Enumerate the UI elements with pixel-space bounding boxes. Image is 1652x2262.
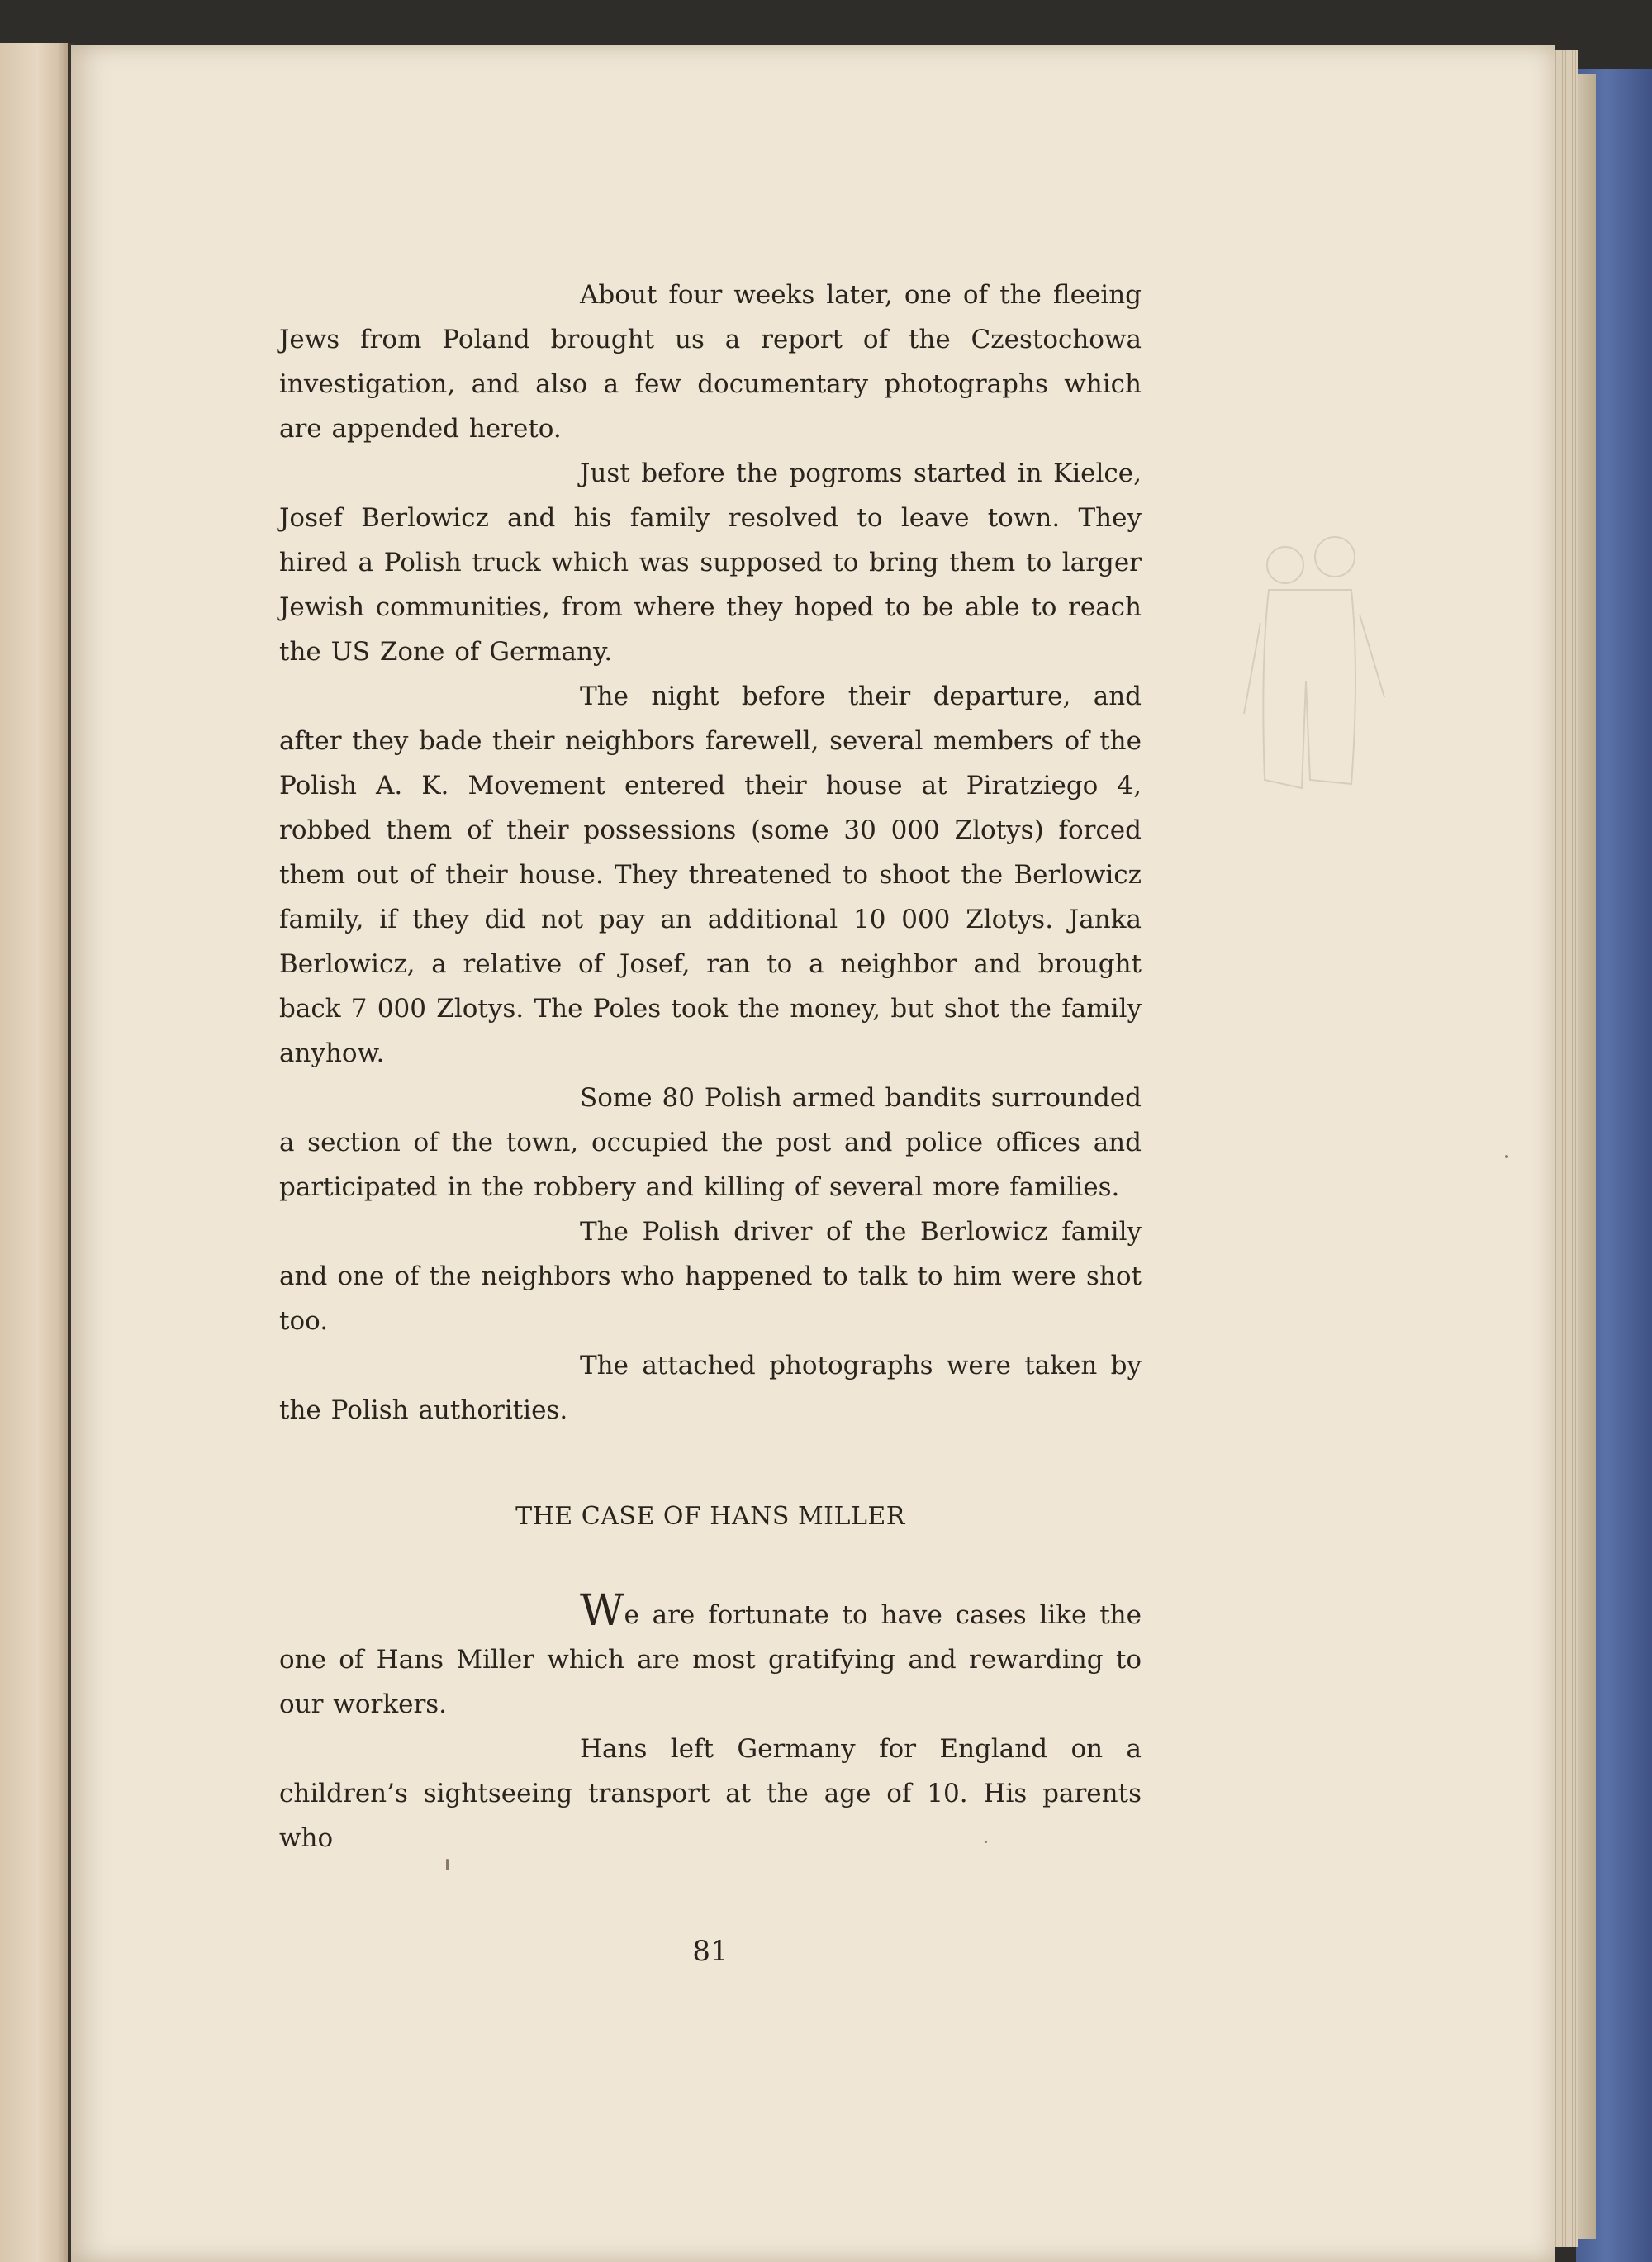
paper-speck [1505, 1155, 1508, 1158]
paragraph: Some 80 Polish armed bandits surrounded a section of the town, occupied the post and police offices and participated in the robbery and killing of several more families. [279, 1083, 1142, 1202]
page-number: 81 [692, 1935, 729, 1968]
paragraph: The Polish driver of the Berlowicz family and one of the neighbors who happened to talk to him were shot too. [279, 1217, 1142, 1336]
paper-speck [446, 1859, 449, 1870]
body-text-section-2 [279, 1586, 1142, 1860]
paragraph-with-dropcap [279, 1586, 1142, 1727]
dropcap-letter: W [580, 1586, 624, 1636]
section-heading: THE CASE OF HANS MILLER [515, 1502, 905, 1531]
paragraph: About four weeks later, one of the fleeing Jews from Poland brought us a report of the Czestochowa investigation, and also a few documentary photographs which are appended hereto. [279, 280, 1142, 444]
paragraph: The night before their departure, and after they bade their neighbors farewell, several members of the Polish A. K. Movement entered their house at Piratziego 4, robbed them of their possessions (some 30 000 Zlotys) forced them out of their house. They threatened to shoot the Berlowicz family, if they did not pay an additional 10 000 Zlotys. Janka Berlowicz, a relative of Josef, ran to a neighbor and brought back 7 000 Zlotys. The Poles took the money, but shot the family anyhow. [279, 682, 1142, 1068]
bleed-through-illustration [1236, 532, 1401, 829]
cover-inner-edge [1578, 74, 1596, 2239]
paragraph: Just before the pogroms started in Kielce, Josef Berlowicz and his family resolved to leave town. They hired a Polish truck which was supposed to bring them to larger Jewish communities, from where they hoped to be able to reach the US Zone of Germany. [279, 459, 1142, 667]
paragraph-text: e are fortunate to have cases like the one of Hans Miller which are most gratifying and rewarding to our workers. [279, 1600, 1142, 1719]
paragraph: Hans left Germany for England on a children’s sightseeing transport at the age of 10. His parents who [279, 1734, 1142, 1853]
body-text-section-1 [279, 273, 1142, 1433]
page-stack-edges [1553, 50, 1578, 2247]
paragraph: The attached photographs were taken by the Polish authorities. [279, 1351, 1142, 1425]
paper-speck [985, 1841, 987, 1843]
